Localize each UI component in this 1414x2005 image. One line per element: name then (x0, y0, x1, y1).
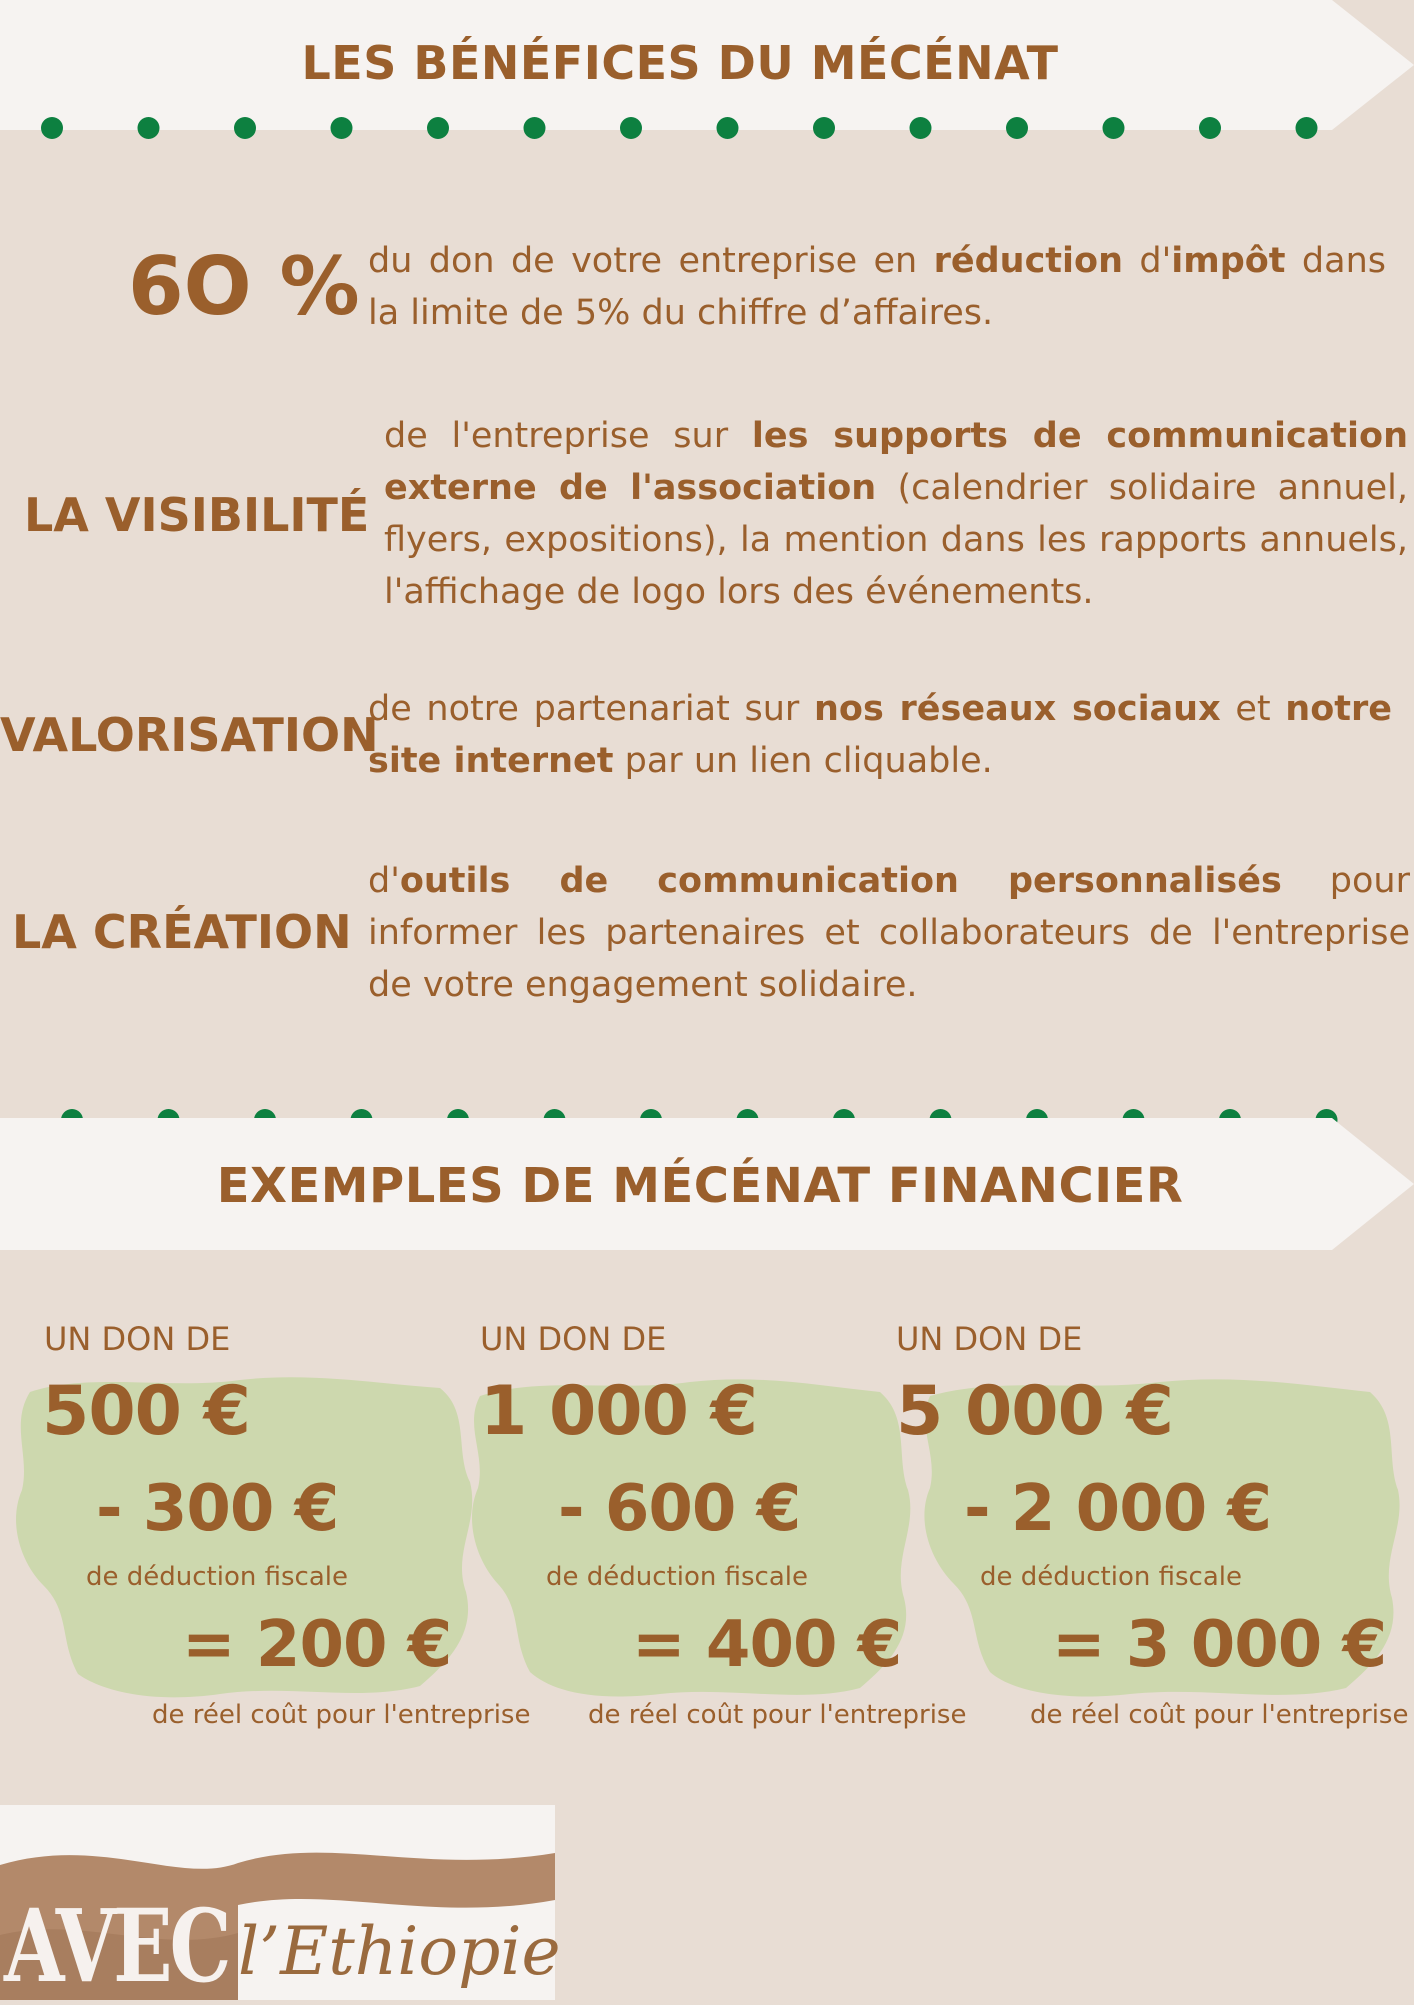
net-cost: = 400 € (632, 1608, 902, 1682)
green-dot (813, 117, 835, 139)
body-text: de l'entreprise sur (384, 416, 752, 456)
green-dot (1296, 117, 1318, 139)
section-title-benefits: LES BÉNÉFICES DU MÉCÉNAT (301, 36, 1059, 90)
logo-text-ethiopie: l’Ethiopie (238, 1913, 561, 1990)
green-dot (910, 117, 932, 139)
green-dot (138, 117, 160, 139)
example-card (880, 1300, 1414, 1740)
body-text: d' (1123, 241, 1172, 281)
emphasis-text: réduction (933, 241, 1124, 281)
green-dot (331, 117, 353, 139)
benefit-label: LA VISIBILITÉ (24, 488, 370, 542)
green-dot (524, 117, 546, 139)
net-cost-label: de réel coût pour l'entreprise (1030, 1700, 1409, 1730)
body-text: pour informer les partenaires et collaborateurs de l'entreprise de votre engagement solidaire. (368, 861, 1410, 1005)
benefit-text (368, 683, 1392, 787)
emphasis-text: notre site internet (368, 689, 1392, 781)
green-dot (1199, 117, 1221, 139)
deduction-label: de déduction fiscale (980, 1562, 1242, 1592)
body-text: de notre partenariat sur (368, 689, 814, 729)
dotted-divider-top (0, 108, 1414, 148)
donation-prefix: UN DON DE (896, 1320, 1083, 1358)
benefit-text (368, 235, 1386, 339)
benefit-text (384, 410, 1408, 618)
donation-prefix: UN DON DE (480, 1320, 667, 1358)
donation-amount: 500 € (42, 1372, 250, 1451)
green-dot (717, 117, 739, 139)
green-dot (234, 117, 256, 139)
net-cost-label: de réel coût pour l'entreprise (152, 1700, 531, 1730)
green-dot (1006, 117, 1028, 139)
benefit-label: LA CRÉATION (12, 905, 352, 959)
benefit-label: 6O % (128, 240, 360, 333)
body-text: (calendrier solidaire annuel, flyers, expositions), la mention dans les rapports annuels, l'affichage de logo lors des événements. (384, 468, 1409, 612)
net-cost-label: de réel coût pour l'entreprise (588, 1700, 967, 1730)
body-text: d' (368, 861, 400, 901)
donation-amount: 5 000 € (896, 1372, 1173, 1451)
green-dot (620, 117, 642, 139)
example-card (440, 1300, 967, 1740)
deduction-label: de déduction fiscale (546, 1562, 808, 1592)
emphasis-text: outils de communication personnalisés (399, 861, 1282, 901)
deduction-label: de déduction fiscale (86, 1562, 348, 1592)
body-text: dans la limite de 5% du chiffre d’affaires. (368, 241, 1386, 333)
benefit-label: VALORISATION (0, 708, 379, 762)
green-dot (41, 117, 63, 139)
net-cost: = 3 000 € (1052, 1608, 1387, 1682)
emphasis-text: nos réseaux sociaux (813, 689, 1221, 729)
green-dot (1103, 117, 1125, 139)
benefit-text (368, 855, 1410, 1011)
avec-lethiopie-logo (0, 1805, 561, 2005)
body-text: et (1220, 689, 1286, 729)
logo-text-avec: AVEC (4, 1887, 229, 2005)
body-text: par un lien cliquable. (613, 741, 993, 781)
emphasis-text: impôt (1171, 241, 1286, 281)
tax-deduction: - 2 000 € (964, 1472, 1272, 1546)
body-text: du don de votre entreprise en (368, 241, 934, 281)
donation-prefix: UN DON DE (44, 1320, 231, 1358)
emphasis-text: les supports de communication externe de l'association (384, 416, 1408, 508)
example-card (0, 1300, 531, 1740)
green-dot (427, 117, 449, 139)
donation-amount: 1 000 € (480, 1372, 757, 1451)
tax-deduction: - 600 € (558, 1472, 801, 1546)
section-title-examples: EXEMPLES DE MÉCÉNAT FINANCIER (216, 1158, 1184, 1214)
net-cost: = 200 € (182, 1608, 452, 1682)
tax-deduction: - 300 € (96, 1472, 339, 1546)
